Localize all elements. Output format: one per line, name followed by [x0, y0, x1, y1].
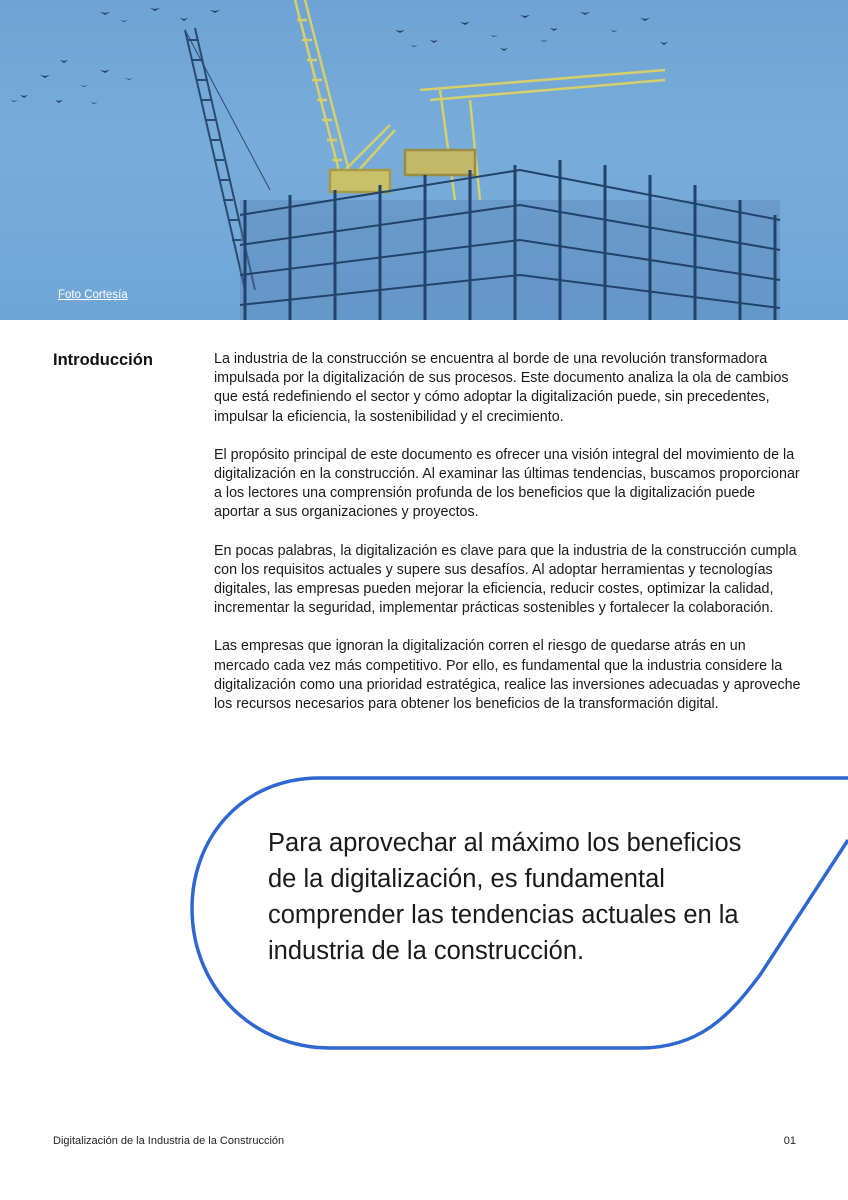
crane-center — [295, 0, 395, 192]
photo-credit-link[interactable]: Foto Cortesía — [58, 289, 128, 301]
intro-paragraph: La industria de la construcción se encuentra al borde de una revolución transformadora impulsada por la digitalización de sus procesos. Este documento analiza la ola de cambios que está redefiniendo el sector y cómo adoptar la digitalización puede, sin precedentes, impulsar la eficiencia, la sostenibilidad y el crecimiento. — [214, 351, 789, 425]
building-scaffold — [240, 160, 780, 320]
intro-paragraph: Las empresas que ignoran la digitalización corren el riesgo de quedarse atrás en un mercado cada vez más competitivo. Por ello, es fundamental que la industria considere la digitalización como una prioridad estratégica, realice las inversiones adecuadas y aproveche los recursos necesarios para obtener los beneficios de la transformación digital. — [214, 638, 801, 713]
birds-flock — [10, 8, 668, 104]
construction-crane-illustration — [0, 0, 848, 320]
hero-photo — [0, 0, 848, 320]
section-heading: Introducción — [53, 351, 153, 369]
crane-right — [405, 70, 665, 200]
pull-quote: Para aprovechar al máximo los beneficios de la digitalización, es fundamental comprender las tendencias actuales en la industria de la construcción. — [268, 829, 742, 965]
page-number: 01 — [783, 1135, 796, 1147]
intro-paragraph: En pocas palabras, la digitalización es clave para que la industria de la construcción cumpla con los requisitos actuales y supere sus desafíos. Al adoptar herramientas y tecnologías digitales, las empresas pueden mejorar la eficiencia, reducir costes, optimizar la calidad, incrementar la seguridad, implementar prácticas sostenibles y fortalecer la colaboración. — [214, 542, 797, 617]
intro-body — [214, 350, 804, 733]
intro-paragraph: El propósito principal de este documento es ofrecer una visión integral del movimiento de la digitalización en la construcción. Al examinar las últimas tendencias, buscamos proporcionar a los lectores una comprensión profunda de los beneficios que la digitalización puede aportar a sus organizaciones y proyectos. — [214, 446, 800, 521]
footer-document-title: Digitalización de la Industria de la Construcción — [53, 1135, 285, 1147]
